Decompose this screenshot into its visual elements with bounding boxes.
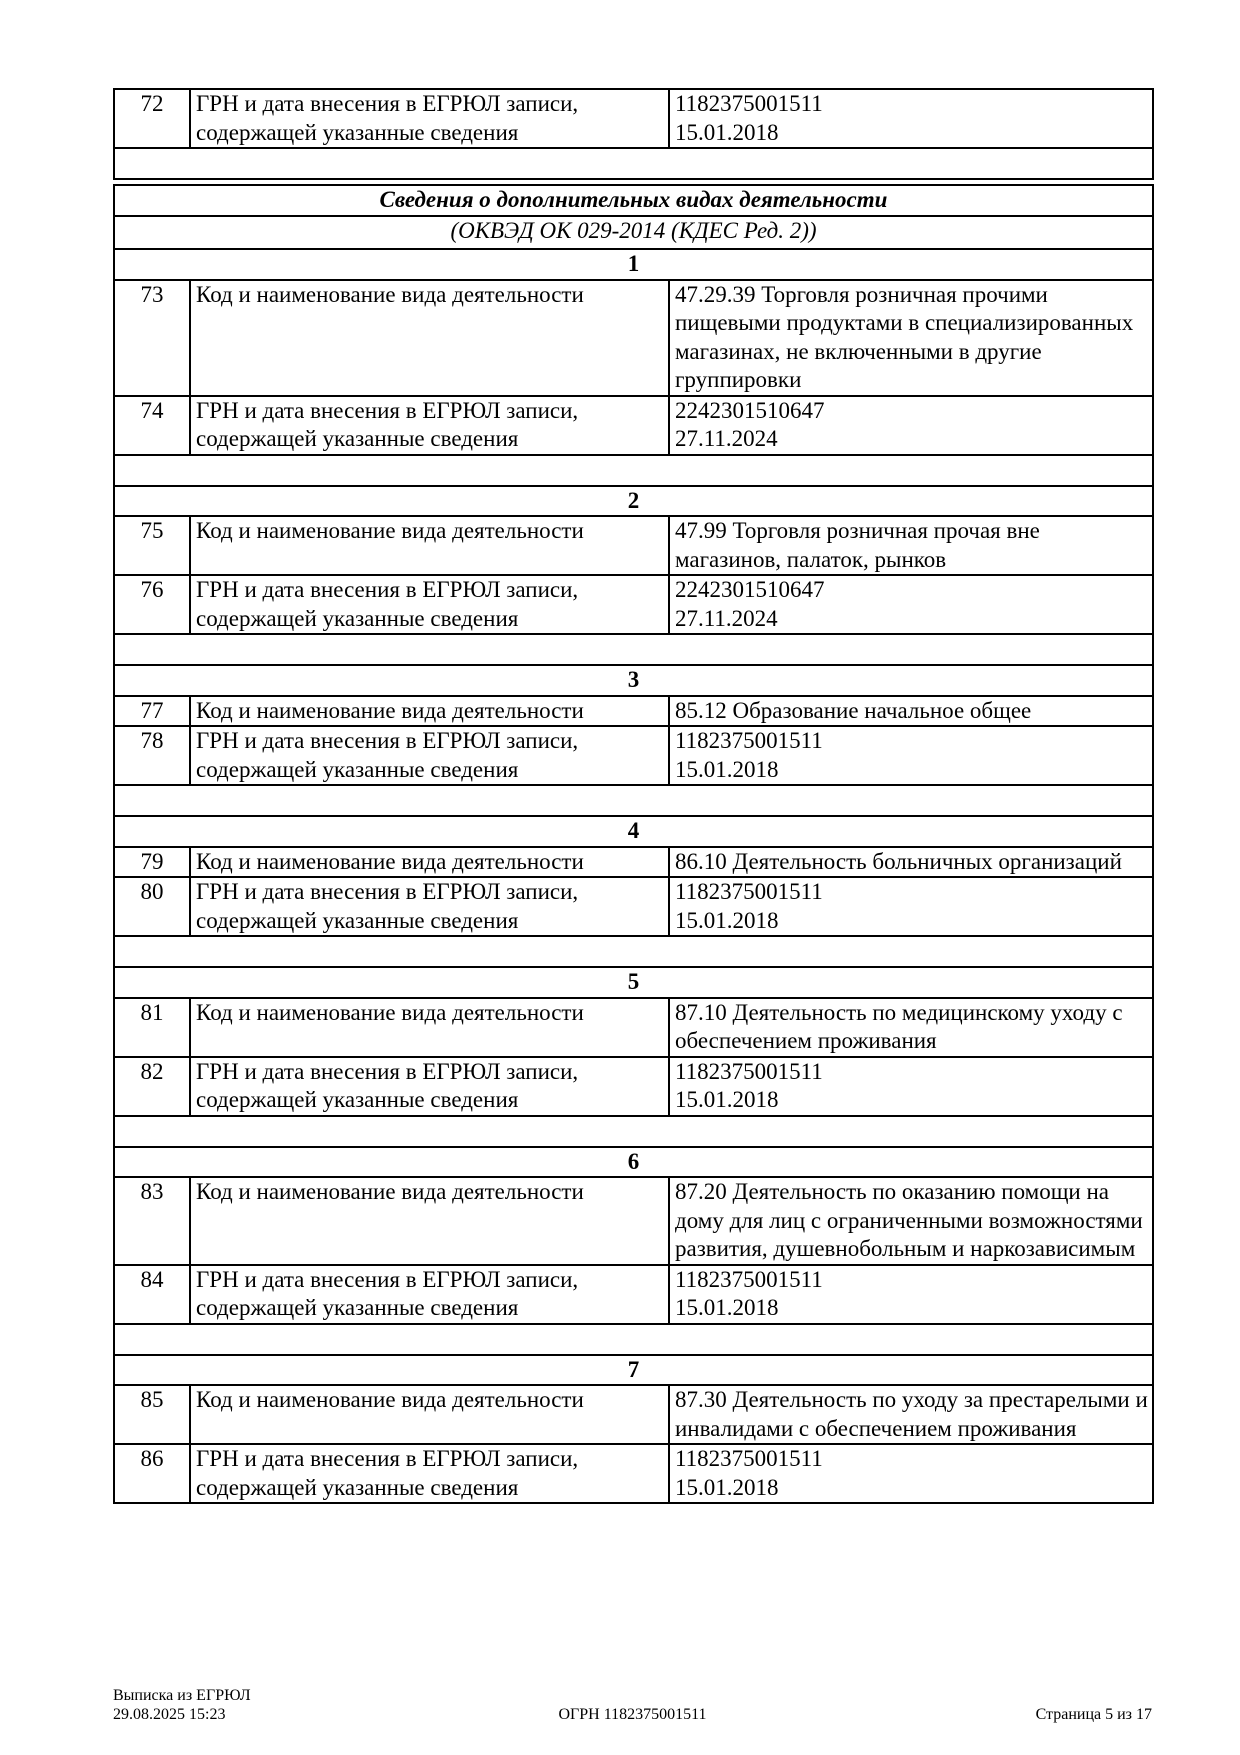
section-number-row — [114, 1147, 1153, 1178]
footer-ogrn: ОГРН 1182375001511 — [558, 1706, 707, 1723]
grn-value: 1182375001511 — [675, 1266, 823, 1292]
table-row — [114, 89, 1153, 148]
section-number-row — [114, 665, 1153, 696]
field-label-cell: ГРН и дата внесения в ЕГРЮЛ записи, содержащей указанные сведения — [190, 1265, 669, 1324]
table-row — [114, 998, 1153, 1057]
table-row — [114, 726, 1153, 785]
row-number-cell: 79 — [114, 847, 190, 878]
activity-value-cell: 85.12 Образование начальное общее — [669, 696, 1153, 727]
footer-page-number: Страница 5 из 17 — [1035, 1706, 1152, 1723]
spacer-row — [114, 634, 1153, 665]
field-label-cell: Код и наименование вида деятельности — [190, 280, 669, 396]
row-number-cell: 80 — [114, 877, 190, 936]
grn-date: 15.01.2018 — [675, 907, 779, 933]
grn-date: 27.11.2024 — [675, 426, 778, 451]
row-number-cell: 75 — [114, 516, 190, 575]
grn-date: 27.11.2024 — [675, 605, 778, 631]
row-number-cell: 73 — [114, 280, 190, 396]
row-number-cell: 77 — [114, 696, 190, 727]
section-number-row — [114, 486, 1153, 517]
field-value-cell — [669, 89, 1153, 148]
spacer-row — [114, 1324, 1153, 1355]
row-number-cell: 74 — [114, 396, 190, 455]
section-number: 1 — [114, 249, 1153, 280]
field-label-cell: Код и наименование вида деятельности — [190, 516, 669, 575]
row-number-cell: 83 — [114, 1177, 190, 1265]
field-label-cell: ГРН и дата внесения в ЕГРЮЛ записи, содержащей указанные сведения — [190, 575, 669, 634]
table-row — [114, 877, 1153, 936]
table-row — [114, 696, 1153, 727]
field-label-cell: Код и наименование вида деятельности — [190, 847, 669, 878]
field-label-cell: Код и наименование вида деятельности — [190, 1177, 669, 1265]
grn-date: 15.01.2018 — [675, 1474, 779, 1500]
section-number-row — [114, 249, 1153, 280]
footer-doc-title: Выписка из ЕГРЮЛ — [113, 1687, 251, 1704]
grn-value: 2242301510647 — [675, 397, 825, 423]
section-title-row — [114, 185, 1153, 216]
section-number: 7 — [114, 1355, 1153, 1386]
grn-date: 15.01.2018 — [675, 1295, 779, 1320]
field-value-cell — [669, 1444, 1153, 1503]
spacer-row — [114, 1116, 1153, 1147]
section-subtitle: (ОКВЭД ОК 029-2014 (КДЕС Ред. 2)) — [114, 216, 1153, 249]
grn-value: 1182375001511 — [675, 728, 823, 753]
spacer-row — [114, 148, 1153, 179]
section-number: 3 — [114, 665, 1153, 696]
spacer-row — [114, 936, 1153, 967]
field-label-cell: ГРН и дата внесения в ЕГРЮЛ записи, содержащей указанные сведения — [190, 89, 669, 148]
activity-value-cell: 47.29.39 Торговля розничная прочими пищевыми продуктами в специализированных магазинах, не включенными в другие группировки — [669, 280, 1153, 396]
spacer-row — [114, 455, 1153, 486]
table-row — [114, 280, 1153, 396]
row-number-cell: 82 — [114, 1057, 190, 1116]
table-row — [114, 396, 1153, 455]
row-number-cell: 72 — [114, 89, 190, 148]
field-label-cell: ГРН и дата внесения в ЕГРЮЛ записи, содержащей указанные сведения — [190, 1057, 669, 1116]
table-row — [114, 575, 1153, 634]
field-value-cell — [669, 1265, 1153, 1324]
activity-value-cell: 87.20 Деятельность по оказанию помощи на дому для лиц с ограниченными возможностями развития, душевнобольным и наркозависимым — [669, 1177, 1153, 1265]
section-title: Сведения о дополнительных видах деятельности — [114, 185, 1153, 216]
field-label-cell: ГРН и дата внесения в ЕГРЮЛ записи, содержащей указанные сведения — [190, 396, 669, 455]
field-value-cell — [669, 575, 1153, 634]
field-label-cell: ГРН и дата внесения в ЕГРЮЛ записи, содержащей указанные сведения — [190, 1444, 669, 1503]
field-label-cell: ГРН и дата внесения в ЕГРЮЛ записи, содержащей указанные сведения — [190, 877, 669, 936]
grn-date: 15.01.2018 — [675, 756, 779, 782]
activity-value-cell: 87.10 Деятельность по медицинскому уходу с обеспечением проживания — [669, 998, 1153, 1057]
grn-record-table — [113, 88, 1154, 180]
grn-value: 1182375001511 — [675, 1058, 823, 1084]
additional-activities-table — [113, 184, 1154, 1504]
field-value-cell — [669, 877, 1153, 936]
row-number-cell: 81 — [114, 998, 190, 1057]
activity-value-cell: 86.10 Деятельность больничных организаций — [669, 847, 1153, 878]
field-label-cell: Код и наименование вида деятельности — [190, 1385, 669, 1444]
section-number: 5 — [114, 967, 1153, 998]
section-number-row — [114, 816, 1153, 847]
field-label-cell: Код и наименование вида деятельности — [190, 998, 669, 1057]
grn-value: 1182375001511 — [675, 91, 823, 116]
grn-value: 2242301510647 — [675, 577, 825, 602]
row-number-cell: 86 — [114, 1444, 190, 1503]
row-number-cell: 85 — [114, 1385, 190, 1444]
table-row — [114, 847, 1153, 878]
grn-value: 1182375001511 — [675, 879, 823, 904]
field-value-cell — [669, 396, 1153, 455]
spacer-row — [114, 785, 1153, 816]
section-number: 4 — [114, 816, 1153, 847]
section-number-row — [114, 967, 1153, 998]
table-row — [114, 1057, 1153, 1116]
grn-date: 15.01.2018 — [675, 119, 779, 145]
activity-value-cell: 47.99 Торговля розничная прочая вне магазинов, палаток, рынков — [669, 516, 1153, 575]
section-number-row — [114, 1355, 1153, 1386]
footer-datetime: 29.08.2025 15:23 — [113, 1706, 226, 1723]
table-row — [114, 1265, 1153, 1324]
section-subtitle-row — [114, 216, 1153, 249]
table-row — [114, 1444, 1153, 1503]
table-row — [114, 516, 1153, 575]
field-value-cell — [669, 726, 1153, 785]
section-number: 6 — [114, 1147, 1153, 1178]
table-row — [114, 1385, 1153, 1444]
table-row — [114, 1177, 1153, 1265]
row-number-cell: 78 — [114, 726, 190, 785]
activity-value-cell: 87.30 Деятельность по уходу за престарелыми и инвалидами с обеспечением проживания — [669, 1385, 1153, 1444]
row-number-cell: 76 — [114, 575, 190, 634]
field-label-cell: ГРН и дата внесения в ЕГРЮЛ записи, содержащей указанные сведения — [190, 726, 669, 785]
field-label-cell: Код и наименование вида деятельности — [190, 696, 669, 727]
row-number-cell: 84 — [114, 1265, 190, 1324]
grn-value: 1182375001511 — [675, 1446, 823, 1471]
field-value-cell — [669, 1057, 1153, 1116]
section-number: 2 — [114, 486, 1153, 517]
grn-date: 15.01.2018 — [675, 1087, 779, 1112]
